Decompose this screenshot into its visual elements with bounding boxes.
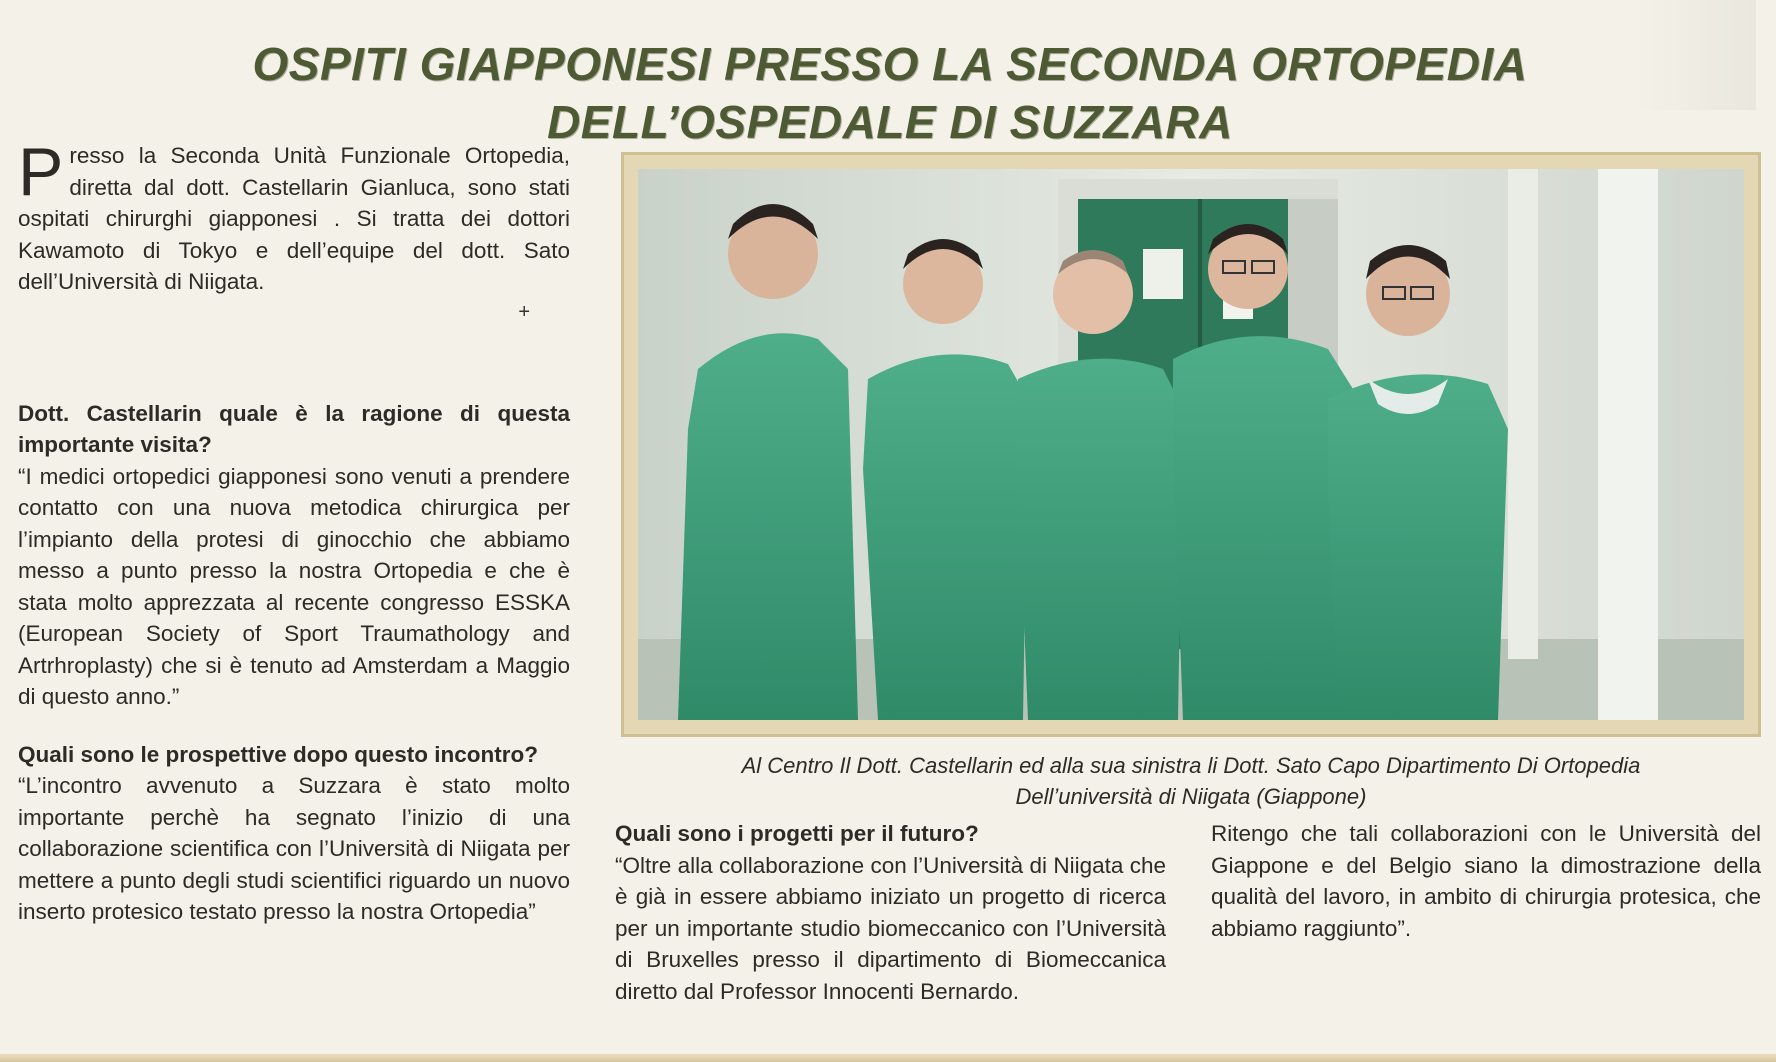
group-photo	[638, 169, 1744, 720]
answer-3: “Oltre alla collaborazione con l’Università di Niigata che è già in essere abbiamo iniziato un progetto di ricerca per un importante studio biomeccanico con l’Università di Bruxelles presso il dipartimento di Biomeccanica diretto dal Professor Innocenti Bernardo.	[615, 852, 1166, 1004]
closing-paragraph: Ritengo che tali collaborazioni con le Università del Giappone e del Belgio siano la dimostrazione della qualità del lavoro, in ambito di chirurgia protesica, che abbiamo raggiunto”.	[1211, 821, 1761, 941]
intro-paragraph	[18, 134, 570, 298]
person-4-scrubs	[1173, 336, 1353, 720]
intro-text: resso la Seconda Unità Funzionale Ortopedia, diretta dal dott. Castellarin Gianluca, sono stati ospitati chirurghi giapponesi . Si tratta dei dottori Kawamoto di Tokyo e dell’equipe del dott. Sato dell’Università di Niigata.	[18, 143, 570, 294]
registration-mark: +	[518, 300, 530, 323]
article-title-line1: OSPITI GIAPPONESI PRESSO LA SECONDA ORTOPEDIA	[252, 37, 1528, 90]
photo-frame	[621, 152, 1761, 737]
person-2-scrubs	[863, 354, 1028, 720]
photo-caption-line2: Dell’università di Niigata (Giappone)	[1015, 784, 1367, 809]
article-title-line2: DELL’OSPEDALE DI SUZZARA	[547, 95, 1233, 148]
middle-column	[615, 818, 1166, 1007]
drop-cap: P	[18, 134, 64, 210]
page-bottom-edge	[0, 1054, 1776, 1062]
group-photo-illustration	[638, 169, 1744, 720]
person-5-scrubs	[1328, 374, 1508, 720]
photo-caption	[621, 750, 1761, 812]
question-1: Dott. Castellarin quale è la ragione di questa importante visita?	[18, 400, 570, 457]
person-3-scrubs	[1018, 359, 1183, 720]
left-column	[18, 134, 570, 928]
photo-caption-line1: Al Centro Il Dott. Castellarin ed alla sua sinistra li Dott. Sato Capo Dipartimento Di Ortopedia	[741, 753, 1641, 778]
question-3: Quali sono i progetti per il futuro?	[615, 821, 979, 846]
question-2: Quali sono le prospettive dopo questo incontro?	[18, 741, 539, 767]
answer-2: “L’incontro avvenuto a Suzzara è stato molto importante perchè ha segnato l’inizio di una collaborazione scientifica con l’Università di Niigata per mettere a punto degli studi scientifici riguardo un nuovo inserto protesico testato presso la nostra Ortopedia”	[18, 773, 570, 924]
person-1-scrubs	[678, 333, 858, 720]
answer-1: “I medici ortopedici giapponesi sono venuti a prendere contatto con una nuova metodica chirurgica per l’impianto della protesi di ginocchio che abbiamo messo a punto presso la nostra Ortopedia e che è stata molto apprezzata al recente congresso ESSKA (European Society of Sport Traumathology and Artrhroplasty) che si è tenuto ad Amsterdam a Maggio di questo anno.”	[18, 463, 570, 709]
right-column	[1211, 818, 1761, 944]
